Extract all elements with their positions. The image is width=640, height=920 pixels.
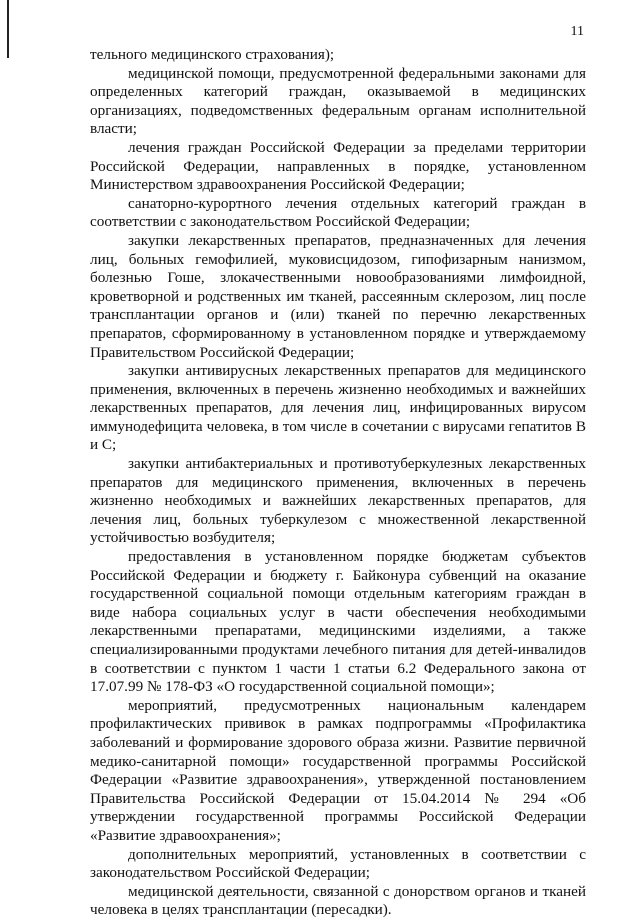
margin-line: [7, 0, 9, 58]
paragraph-1: тельного медицинского страхования);: [90, 46, 335, 63]
paragraph-8: предоставления в установленном порядке бюджетам субъектов Российской Федерации и бюджету г. Байконура субвенций на оказание государственной социальной помощи отдельным категориям граждан в виде набора социальных услуг в части обеспечения необходимыми лекарственными препаратами, медицинскими изделиями, а также специализированными продуктами лечебного питания для детей-инвалидов в соответствии с пунктом 1 части 1 статьи 6.2 Федерального закона от 17.07.99 № 178-ФЗ «О государственной социальной помощи»;: [90, 548, 586, 696]
paragraph-11: медицинской деятельности, связанной с донорством органов и тканей человека в целях трансплантации (пересадки).: [90, 882, 586, 919]
paragraph-10: дополнительных мероприятий, установленных в соответствии с законодательством Российской Федерации;: [90, 845, 586, 882]
paragraph-3: лечения граждан Российской Федерации за пределами территории Российской Федерации, направленных в порядке, установленном Министерством здравоохранения Российской Федерации;: [90, 138, 586, 194]
page-number: 11: [570, 24, 584, 39]
paragraph-9: мероприятий, предусмотренных национальным календарем профилактических прививок в рамках подпрограммы «Профилактика заболеваний и формирование здорового образа жизни. Развитие первичной медико-санитарной помощи» государственной программы Российской Федерации «Развитие здравоохранения», утвержденной постановлением Правительства Российской Федерации от 15.04.2014 № 294 «Об утверждении государственной программы Российской Федерации «Развитие здравоохранения»;: [90, 696, 586, 844]
paragraph-2: медицинской помощи, предусмотренной федеральными законами для определенных категорий граждан, оказываемой в медицинских организациях, подведомственных федеральным органам исполнительной власти;: [90, 64, 586, 138]
document-body: [90, 46, 586, 920]
paragraph-6: закупки антивирусных лекарственных препаратов для медицинского применения, включенных в перечень жизненно необходимых и важнейших лекарственных препаратов, для лечения лиц, инфицированных вирусом иммунодефицита человека, в том числе в сочетании с вирусами гепатитов В и С;: [90, 362, 586, 454]
paragraph-4: санаторно-курортного лечения отдельных категорий граждан в соответствии с законодательством Российской Федерации;: [90, 194, 586, 231]
paragraph-7: закупки антибактериальных и противотуберкулезных лекарственных препаратов для медицинского применения, включенных в перечень жизненно необходимых и важнейших лекарственных препаратов, для лечения лиц, больных туберкулезом с множественной лекарственной устойчивостью возбудителя;: [90, 455, 586, 547]
paragraph-5: закупки лекарственных препаратов, предназначенных для лечения лиц, больных гемофилией, муковисцидозом, гипофизарным нанизмом, болезнью Гоше, злокачественными новообразованиями лимфоидной, кроветворной и родственных им тканей, рассеянным склерозом, лиц после трансплантации органов и (или) тканей по перечню лекарственных препаратов, сформированному в установленном порядке и утверждаемому Правительством Российской Федерации;: [90, 231, 586, 361]
